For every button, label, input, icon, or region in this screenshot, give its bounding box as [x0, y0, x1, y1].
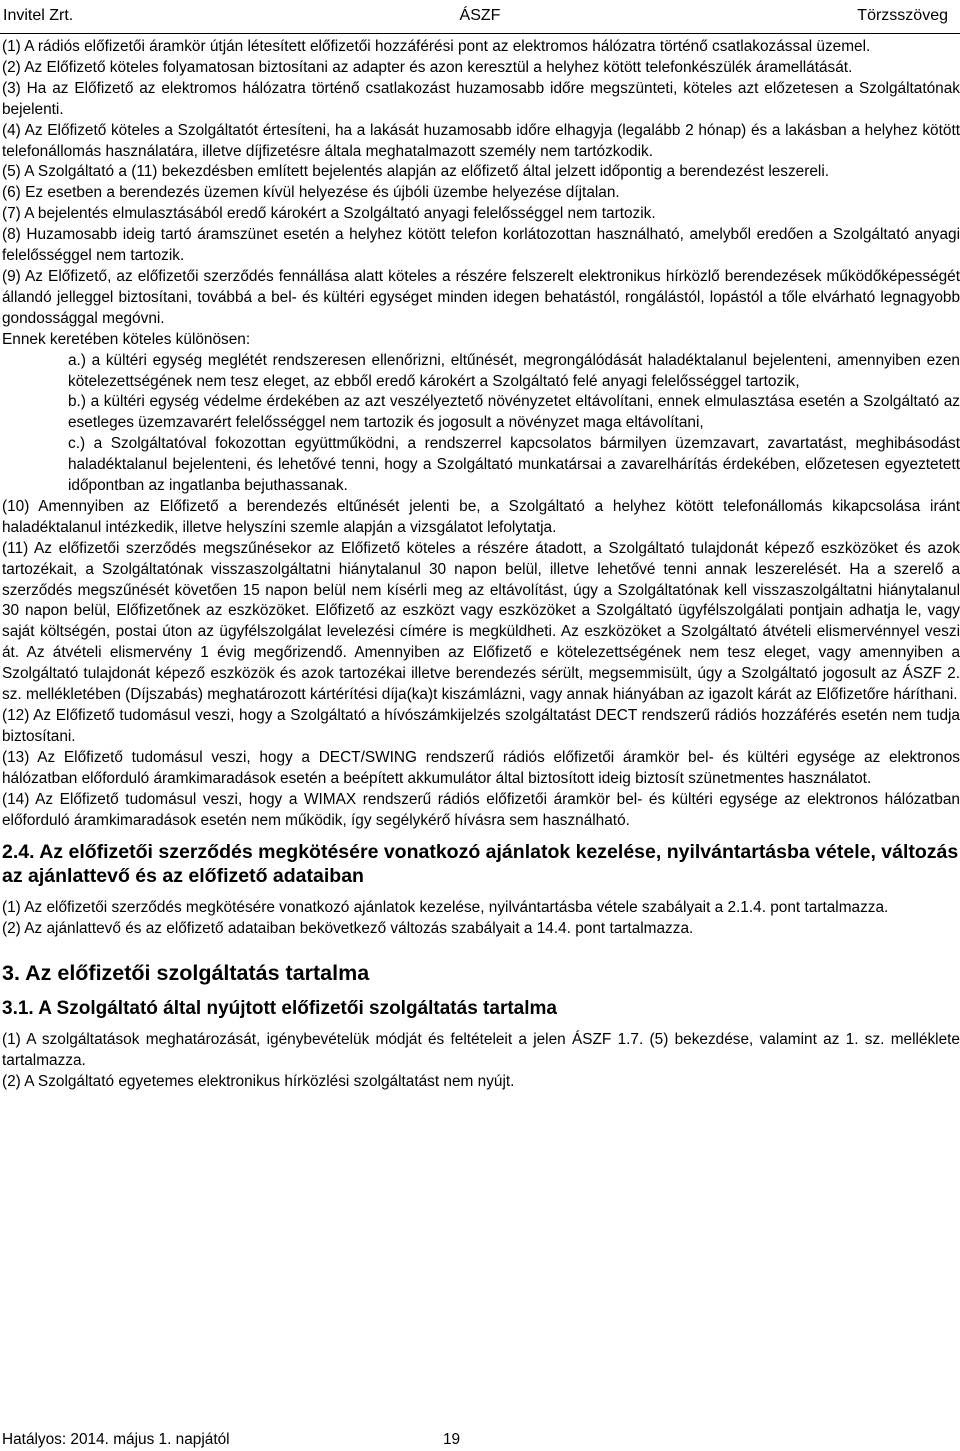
paragraph-11: (11) Az előfizetői szerződés megszűnésekor az Előfizető köteles a részére átadott, a Szolgáltató tulajdonát képező eszközöket és azok tartozékait, a Szolgáltatónak visszaszolgáltatni hiánytalanul 30 napon belül, illetve lehetővé tenni annak leszerelését. Ha a szerelő a szerződés megszűnését követően 15 napon belül nem kísérli meg az eltávolítást, úgy a Szolgáltatónak kell visszaszolgáltatni hiánytalanul 30 napon belül, Előfizetőnek az eszközöket. Előfizető az eszközt vagy eszközöket a Szolgáltató ügyfélszolgálati pontjain adhatja le, vagy saját költségén, postai úton az ügyfélszolgálat levelezési címére is megküldheti. Az eszközöket a Szolgáltató átvételi elismervénnyel veszi át. Az átvételi elismervény 1 évig megőrizendő. Amennyiben az Előfizető e kötelezettségének nem tesz eleget, vagy amennyiben a Szolgáltató tulajdonát képező eszközök és azok tartozékai illetve berendezés sérült, megsemmisült, úgy a Szolgáltató jogosult az ÁSZF 2. sz. mellékletében (Díjszabás) meghatározott kártérítési díja(ka)t kiszámlázni, vagy annak hiányában az igazolt kárát az Előfizetőre háríthani.	[2, 539, 960, 704]
paragraph-6: (6) Ez esetben a berendezés üzemen kívül helyezése és újbóli üzembe helyezése díjtalan.	[2, 184, 620, 202]
section-heading-3-1: 3.1. A Szolgáltató által nyújtott előfizetői szolgáltatás tartalma	[2, 998, 557, 1020]
list-item-b: b.) a kültéri egység védelme érdekében az azt veszélyeztető növényzetet eltávolítani, ennek elmulasztása esetén a Szolgáltató az esetleges üzemzavarért felelősséggel nem tartozik és jogosult a növényzet maga eltávolítani,	[68, 393, 960, 432]
paragraph-12: (12) Az Előfizető tudomásul veszi, hogy a Szolgáltató a hívószámkijelzés szolgáltatást DECT rendszerű rádiós hozzáférés esetén nem tudja biztosítani.	[2, 707, 960, 745]
list-item-c: c.) a Szolgáltatóval fokozottan együttműködni, a rendszerrel kapcsolatos bármilyen üzemzavart, zavartatást, meghibásodást haladéktalanul bejelenteni, és lehetővé tenni, hogy a Szolgáltató munkatársai a zavarelhárítás érdekében, előzetesen egyeztetett időpontban az ingatlanba bejuthassanak.	[68, 435, 960, 495]
paragraph-1: (1) A rádiós előfizetői áramkör útján létesített előfizetői hozzáférési pont az elektromos hálózatra történő csatlakozással üzemel.	[2, 38, 871, 55]
page-number: 19	[443, 1431, 461, 1448]
document-body	[2, 37, 960, 1093]
paragraph-10: (10) Amennyiben az Előfizető a berendezés eltűnését jelenti be, a Szolgáltató a helyhez kötött telefonállomás kikapcsolása iránt haladéktalanul intézkedik, illetve helyszíni szemle alapján a vizsgálatot lefolytatja.	[2, 497, 960, 536]
header-document-title: ÁSZF	[459, 7, 501, 24]
paragraph-3: (3) Ha az Előfizető az elektromos hálózatra történő csatlakozást huzamosabb időre megszünteti, köteles azt előzetesen a Szolgáltatónak bejelenti.	[2, 79, 960, 118]
header-company: Invitel Zrt.	[3, 7, 74, 24]
section-3-1-paragraph-1: (1) A szolgáltatások meghatározását, igénybevételük módját és feltételeit a jelen ÁSZF 1.7. (5) bekezdése, valamint az 1. sz. melléklete tartalmazza.	[2, 1031, 960, 1070]
footer-effective-date: Hatályos: 2014. május 1. napjától	[2, 1431, 230, 1448]
section-heading-2-4: 2.4. Az előfizetői szerződés megkötésére vonatkozó ajánlatok kezelése, nyilvántartásba vétele, változás az ajánlattevő és az előfizető adataiban	[2, 841, 959, 888]
section-3-1-paragraph-2: (2) A Szolgáltató egyetemes elektronikus hírközlési szolgáltatást nem nyújt.	[2, 1073, 515, 1091]
paragraph-14: (14) Az Előfizető tudomásul veszi, hogy a WIMAX rendszerű rádiós előfizetői áramkör bel- és kültéri egysége az elektronos hálózatban előforduló áramkimaradások esetén nem működik, így segélykérő hívásra sem használható.	[2, 790, 960, 829]
list-item-a: a.) a kültéri egység meglétét rendszeresen ellenőrizni, eltűnését, megrongálódását haladéktalanul bejelenteni, amennyiben ezen kötelezettségének nem tesz eleget, az ebből eredő károkért a Szolgáltató felé anyagi felelősséggel tartozik,	[68, 351, 960, 390]
paragraph-2: (2) Az Előfizető köteles folyamatosan biztosítani az adapter és azon keresztül a helyhez kötött telefonkészülék áramellátását.	[2, 58, 853, 76]
paragraph-13: (13) Az Előfizető tudomásul veszi, hogy a DECT/SWING rendszerű rádiós előfizetői áramkör bel- és kültéri egysége az elektronos hálózatban előforduló áramkimaradások esetén a beépített akkumulátor által biztosított ideig biztosít szünetmentes használatot.	[2, 748, 960, 787]
page-header	[0, 0, 960, 30]
section-heading-3: 3. Az előfizetői szolgáltatás tartalma	[2, 961, 370, 986]
section-2-4-paragraph-1: (1) Az előfizetői szerződés megkötésére vonatkozó ajánlatok kezelése, nyilvántartásba vétele szabályait a 2.1.4. pont tartalmazza.	[2, 899, 889, 917]
paragraph-8: (8) Huzamosabb ideig tartó áramszünet esetén a helyhez kötött telefon korlátozottan használható, amelyből eredően a Szolgáltató anyagi felelősséggel nem tartozik.	[2, 226, 960, 265]
section-2-4-paragraph-2: (2) Az ajánlattevő és az előfizető adataiban bekövetkező változás szabályait a 14.4. pont tartalmazza.	[2, 920, 694, 938]
paragraph-5: (5) A Szolgáltató a (11) bekezdésben említett bejelentés alapján az előfizető által jelzett időpontig a berendezést leszereli.	[2, 163, 830, 181]
header-divider	[0, 33, 960, 34]
paragraph-9-intro: Ennek keretében köteles különösen:	[2, 330, 251, 348]
paragraph-7: (7) A bejelentés elmulasztásából eredő károkért a Szolgáltató anyagi felelősséggel nem tartozik.	[2, 205, 656, 223]
header-document-type: Törzsszöveg	[857, 7, 948, 24]
paragraph-4: (4) Az Előfizető köteles a Szolgáltatót értesíteni, ha a lakását huzamosabb időre elhagyja (legalább 2 hónap) és a lakásban a helyhez kötött telefonállomás használatára, illetve díjfizetésre általa meghatalmazott személy nem tartózkodik.	[2, 121, 960, 160]
paragraph-9: (9) Az Előfizető, az előfizetői szerződés fennállása alatt köteles a részére felszerelt elektronikus hírközlő berendezések működőképességét állandó jelleggel biztosítani, továbbá a bel- és kültéri egységet minden idegen behatástól, rongálástól, lopástól a tőle elvárható legnagyobb gondossággal megóvni.	[2, 267, 960, 327]
